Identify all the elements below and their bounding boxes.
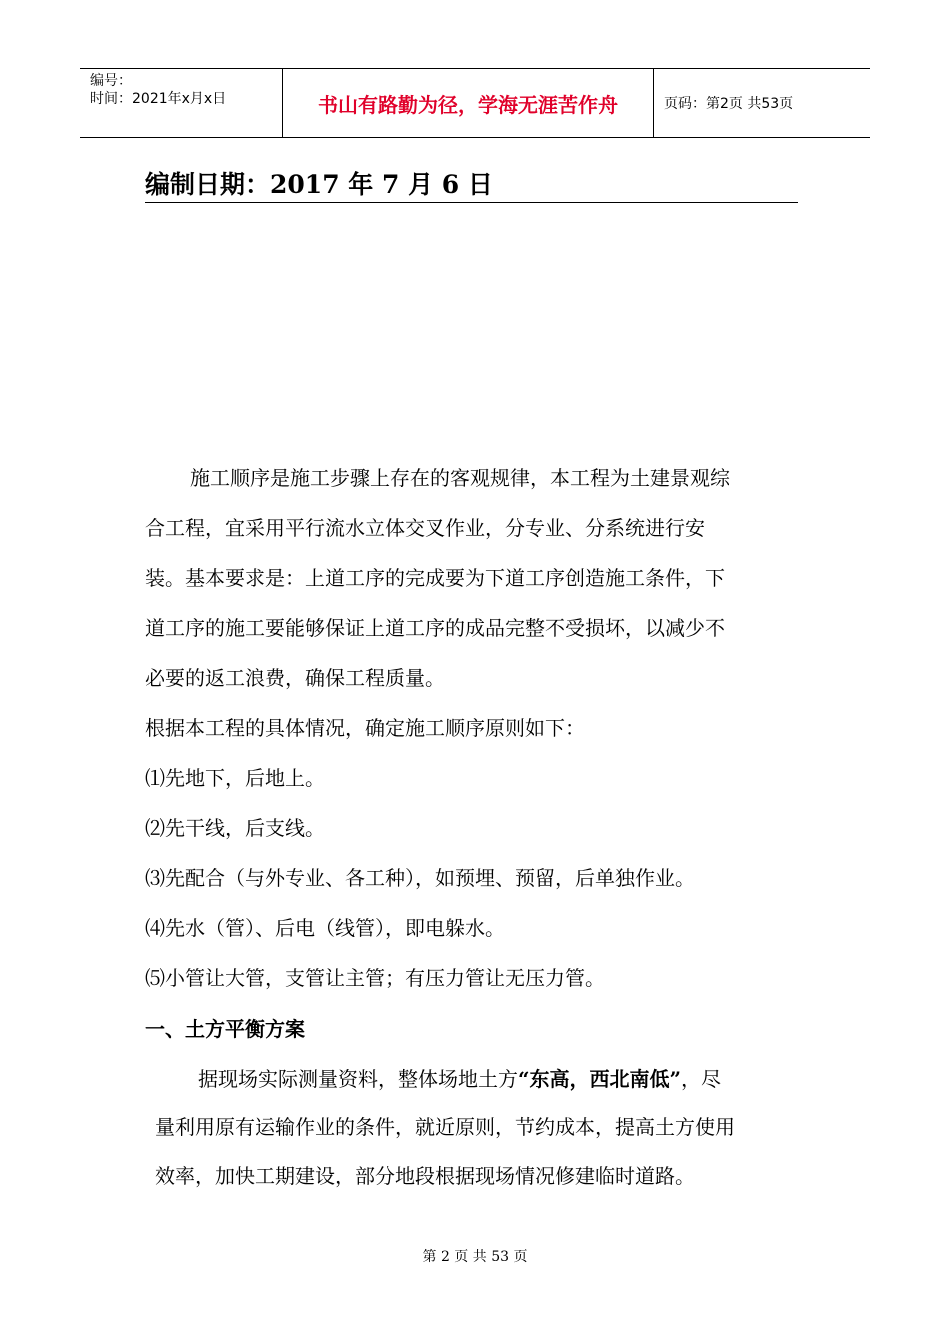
earthwork-line: 效率，加快工期建设，部分地段根据现场情况修建临时道路。 xyxy=(155,1164,695,1188)
compile-date-label: 编制日期： xyxy=(145,170,271,199)
list-item: ⑶先配合（与外专业、各工种），如预埋、预留，后单独作业。 xyxy=(145,866,695,890)
header-meta xyxy=(80,69,282,137)
earthwork-line: 量利用原有运输作业的条件，就近原则，节约成本，提高土方使用 xyxy=(155,1115,735,1139)
list-item: ⑵先干线，后支线。 xyxy=(145,816,325,840)
paragraph-line: 道工序的施工要能够保证上道工序的成品完整不受损坏，以减少不 xyxy=(145,616,725,640)
paragraph-line: 必要的返工浪费，确保工程质量。 xyxy=(145,666,445,690)
time-label: 时间：2021年x月x日 xyxy=(90,91,227,107)
compile-date xyxy=(145,168,798,203)
header-page-info: 页码：第2页 共53页 xyxy=(664,96,794,112)
page-header xyxy=(80,68,870,138)
compile-date-value: 2017 年 7 月 6 日 xyxy=(270,170,493,199)
list-item: ⑴先地下，后地上。 xyxy=(145,766,325,790)
paragraph-line: 合工程，宜采用平行流水立体交叉作业，分专业、分系统进行安 xyxy=(145,516,705,540)
paragraph-line: 施工顺序是施工步骤上存在的客观规律，本工程为土建景观综 xyxy=(190,466,730,490)
earthwork-line xyxy=(198,1063,721,1092)
list-item: ⑸小管让大管，支管让主管；有压力管让无压力管。 xyxy=(145,966,605,990)
page-footer: 第 2 页 共 53 页 xyxy=(422,1249,528,1265)
list-item: ⑷先水（管）、后电（线管），即电躲水。 xyxy=(145,916,505,940)
earthwork-text-end: ，尽 xyxy=(681,1067,722,1091)
serial-label: 编号： xyxy=(90,73,132,89)
paragraph-line: 根据本工程的具体情况，确定施工顺序原则如下： xyxy=(145,716,585,740)
paragraph-line: 装。基本要求是：上道工序的完成要为下道工序创造施工条件，下 xyxy=(145,566,725,590)
earthwork-text: 据现场实际测量资料，整体场地土方 xyxy=(198,1067,518,1091)
earthwork-emphasis: “东高，西北南低” xyxy=(518,1067,682,1091)
section-heading: 一、土方平衡方案 xyxy=(145,1017,305,1041)
header-motto: 书山有路勤为径，学海无涯苦作舟 xyxy=(282,69,654,137)
